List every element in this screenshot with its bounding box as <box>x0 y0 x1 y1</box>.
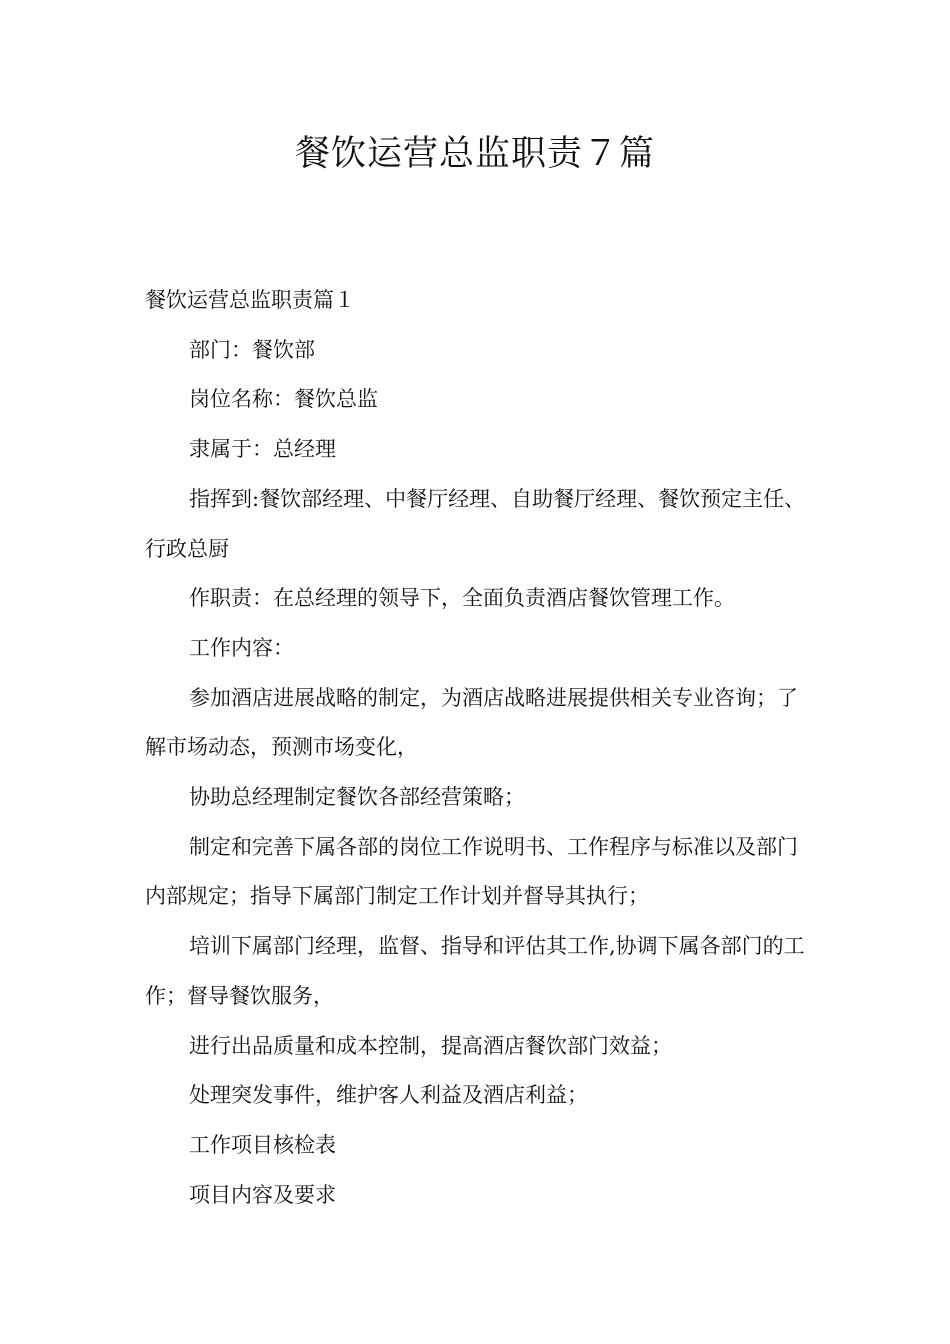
document-title: 餐饮运营总监职责７篇 <box>294 134 655 174</box>
document-body <box>145 276 815 1220</box>
paragraph-items-heading: 项目内容及要求 <box>189 1182 336 1207</box>
paragraph-training: 培训下属部门经理，监督、指导和评估其工作,协调下属各部门的工作；督导餐饮服务， <box>145 934 805 1008</box>
paragraph-position-name: 岗位名称：餐饮总监 <box>189 387 378 412</box>
paragraph-department: 部门：餐饮部 <box>189 337 315 362</box>
paragraph-work-content-heading: 工作内容： <box>189 635 294 660</box>
paragraph-quality-control: 进行出品质量和成本控制，提高酒店餐饮部门效益； <box>189 1033 672 1058</box>
paragraph-checklist-heading: 工作项目核检表 <box>189 1132 336 1157</box>
paragraph-business-strategy: 协助总经理制定餐饮各部经营策略； <box>189 785 525 810</box>
paragraph-strategy: 参加酒店进展战略的制定，为酒店战略进展提供相关专业咨询；了解市场动态，预测市场变化， <box>145 685 798 760</box>
paragraph-duties: 作职责：在总经理的领导下，全面负责酒店餐饮管理工作。 <box>189 586 735 611</box>
paragraph-supervises: 指挥到:餐饮部经理、中餐厅经理、自助餐厅经理、餐饮预定主任、行政总厨 <box>145 486 806 561</box>
paragraph-emergencies: 处理突发事件，维护客人利益及酒店利益； <box>189 1083 588 1108</box>
paragraph-job-descriptions: 制定和完善下属各部的岗位工作说明书、工作程序与标准以及部门内部规定；指导下属部门制定工作计划并督导其执行； <box>145 834 798 909</box>
section-heading: 餐饮运营总监职责篇１ <box>145 288 355 312</box>
paragraph-reports-to: 隶属于：总经理 <box>189 437 336 462</box>
